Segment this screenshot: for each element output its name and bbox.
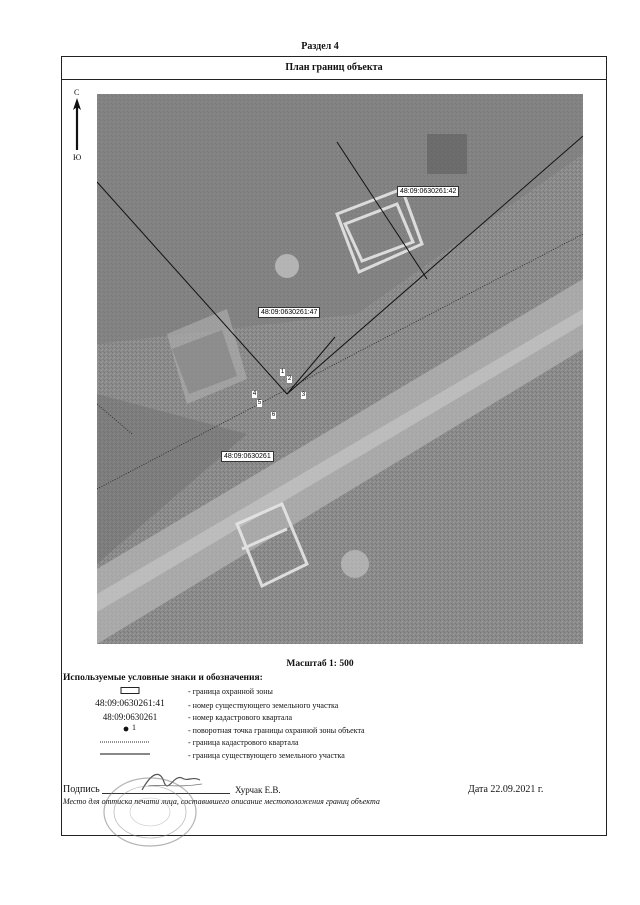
turn-point-label: 1: [280, 369, 285, 375]
legend-desc: - граница существующего земельного участка: [188, 751, 345, 760]
legend-symbol-turn-point: [74, 724, 186, 738]
map-label-parcel-top: 48:09:0630261:42: [397, 186, 459, 197]
legend-desc: - номер кадастрового квартала: [188, 713, 293, 722]
signature-label: Подпись: [63, 784, 100, 795]
legend-desc: - поворотная точка границы охранной зоны объекта: [188, 726, 365, 735]
legend-symbol-protection-zone: [74, 686, 186, 699]
legend-symbol-quarter-number: 48:09:0630261: [102, 712, 158, 722]
plan-title: План границ объекта: [285, 62, 383, 73]
turn-point-label: 3: [301, 392, 306, 398]
signature-date: Дата 22.09.2021 г.: [468, 784, 544, 795]
legend-symbol-parcel-number: 48:09:0630261:41: [95, 699, 165, 709]
compass-north-label: С: [74, 88, 80, 97]
seal-note: Место для оттиска печати лица, составившего описание местоположения границ объекта: [63, 797, 380, 806]
stamp-seal: [100, 774, 200, 855]
turn-point-label: 6: [271, 412, 276, 418]
legend-desc: - граница охранной зоны: [188, 687, 273, 696]
turn-point-label: 4: [252, 391, 257, 397]
satellite-map: [97, 94, 583, 644]
legend-symbol-quarter-boundary: [74, 738, 186, 749]
map-label-quarter: 48:09:0630261: [221, 451, 274, 462]
section-title: Раздел 4: [301, 41, 339, 52]
compass-south-label: Ю: [73, 153, 82, 162]
turn-point-icon: [124, 727, 129, 732]
map-scale: Масштаб 1: 500: [286, 659, 354, 669]
legend-title: Используемые условные знаки и обозначения:: [63, 673, 263, 683]
signer-name: Хурчак Е.В.: [235, 785, 281, 795]
turn-point-label: 5: [257, 400, 262, 406]
plan-header: [61, 56, 607, 80]
legend-desc: - граница кадастрового квартала: [188, 738, 299, 747]
legend-symbol-parcel-boundary: [74, 750, 186, 761]
map-label-parcel-mid: 48:09:0630261:47: [258, 307, 320, 318]
legend-turn-point-label: 1: [132, 723, 136, 732]
legend-desc: - номер существующего земельного участка: [188, 701, 339, 710]
compass: [69, 88, 91, 168]
turn-point-label: 2: [287, 376, 292, 382]
